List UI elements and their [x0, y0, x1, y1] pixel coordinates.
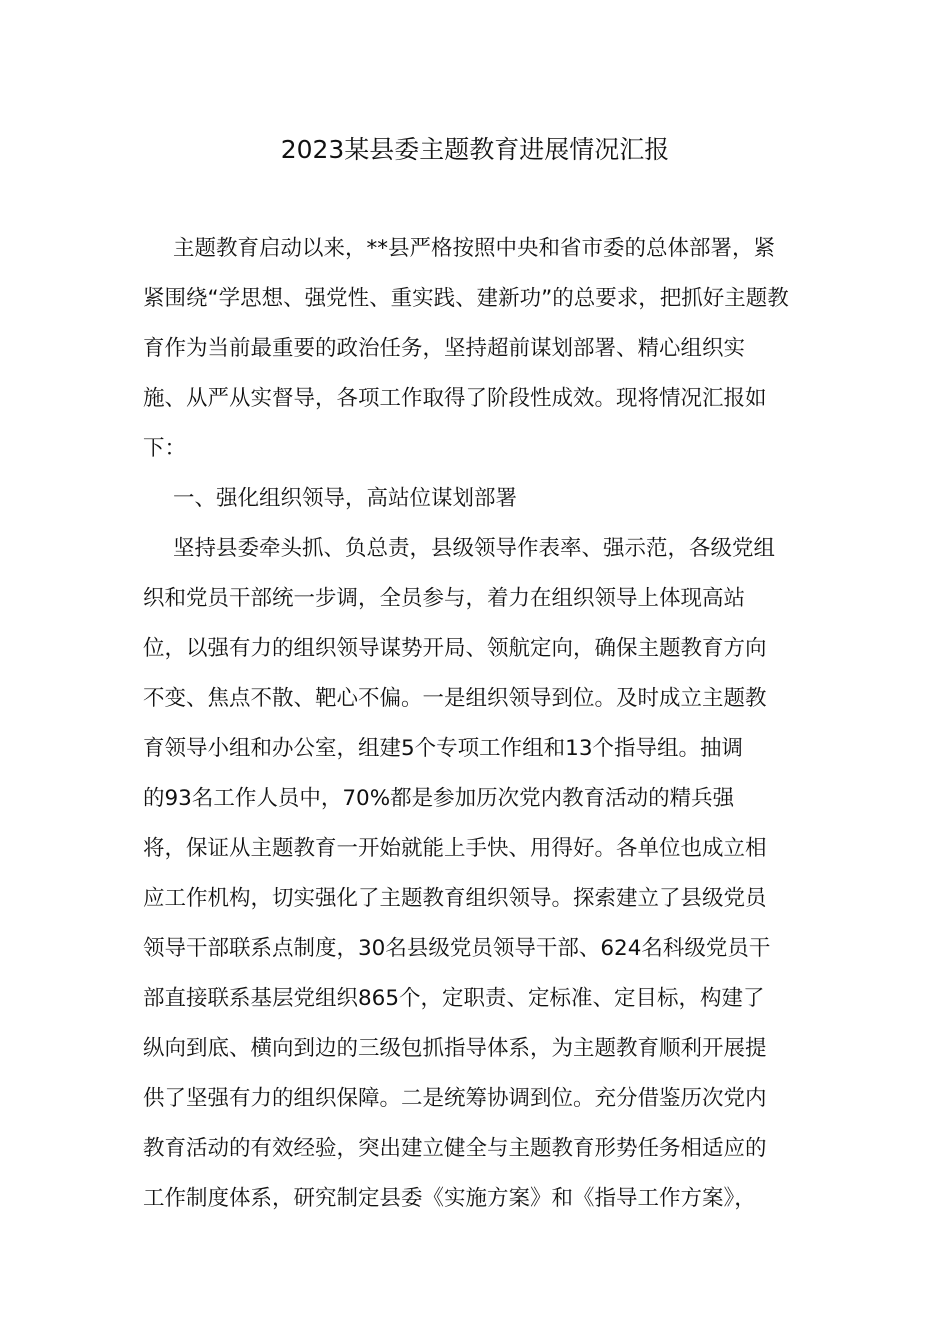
paragraph-line: 下： — [143, 436, 187, 461]
paragraph-line: 领导干部联系点制度，30名县级党员领导干部、624名科级党员干 — [143, 936, 771, 961]
paragraph-line: 织和党员干部统一步调，全员参与，着力在组织领导上体现高站 — [143, 586, 746, 611]
paragraph-line: 施、从严从实督导，各项工作取得了阶段性成效。现将情况汇报如 — [143, 386, 767, 411]
section-heading: 一、强化组织领导，高站位谋划部署 — [173, 486, 518, 511]
paragraph-line: 教育活动的有效经验，突出建立健全与主题教育形势任务相适应的 — [143, 1136, 767, 1161]
paragraph-line: 供了坚强有力的组织保障。二是统筹协调到位。充分借鉴历次党内 — [143, 1086, 767, 1111]
paragraph-line: 紧围绕“学思想、强党性、重实践、建新功”的总要求，把抓好主题教 — [143, 286, 789, 311]
paragraph-line: 坚持县委牵头抓、负总责，县级领导作表率、强示范，各级党组 — [173, 536, 776, 561]
paragraph-line: 工作制度体系，研究制定县委《实施方案》和《指导工作方案》， — [143, 1186, 756, 1211]
paragraph-line: 的93名工作人员中，70%都是参加历次党内教育活动的精兵强 — [143, 786, 735, 811]
paragraph-line: 育作为当前最重要的政治任务，坚持超前谋划部署、精心组织实 — [143, 336, 746, 361]
paragraph-line: 应工作机构，切实强化了主题教育组织领导。探索建立了县级党员 — [143, 886, 767, 911]
paragraph-line: 不变、焦点不散、靶心不偏。一是组织领导到位。及时成立主题教 — [143, 686, 767, 711]
paragraph-line: 部直接联系基层党组织865个，定职责、定标准、定目标，构建了 — [143, 986, 765, 1011]
paragraph-line: 将，保证从主题教育一开始就能上手快、用得好。各单位也成立相 — [143, 836, 767, 861]
paragraph-line: 育领导小组和办公室，组建5个专项工作组和13个指导组。抽调 — [143, 736, 744, 761]
document-title: 2023某县委主题教育进展情况汇报 — [280, 135, 670, 164]
paragraph-line: 纵向到底、横向到边的三级包抓指导体系，为主题教育顺利开展提 — [143, 1036, 767, 1061]
paragraph-line: 位，以强有力的组织领导谋势开局、领航定向，确保主题教育方向 — [143, 636, 767, 661]
paragraph-line: 主题教育启动以来，**县严格按照中央和省市委的总体部署，紧 — [173, 236, 776, 261]
